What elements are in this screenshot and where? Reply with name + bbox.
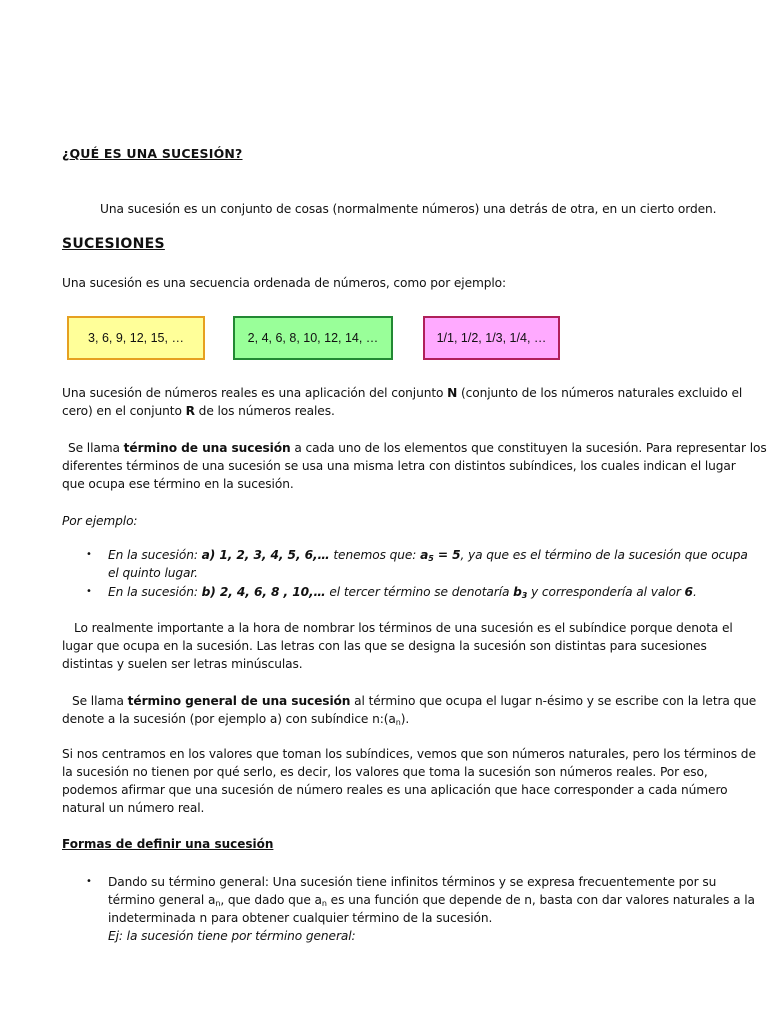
general-term-line2: denote a la sucesión (por ejemplo a) con subíndice $n:(a_n)$.	[62, 712, 410, 727]
importance-line2: lugar que ocupa en la sucesión. Las letras con las que se designa la sucesión son distintas para sucesiones	[62, 639, 707, 653]
por-ejemplo-label: Por ejemplo:	[62, 514, 138, 528]
importance-line3: distintas y suelen ser letras minúsculas.	[62, 657, 303, 671]
heading-sucesiones: SUCESIONES	[62, 236, 165, 252]
term-definition-line3: que ocupa ese término en la sucesión.	[62, 477, 294, 491]
example-bullet-a: En la sucesión: a) 1, 2, 3, 4, 5, 6,… tenemos que: $a_5 = 5$, ya que es el término de la sucesión que ocupa el quinto lugar.	[108, 548, 748, 580]
heading-que-es: ¿QUÉ ES UNA SUCESIÓN?	[62, 146, 243, 161]
bullet-dot: •	[86, 586, 92, 597]
formas-bullet-general-term: Dando su término general: Una sucesión tiene infinitos términos y se expresa frecuentemente por su término general $a_n$, que dado que $a_n$ es una función que depende de n, basta con dar valores naturales a la indeterminada n para obtener cualquier término de la sucesión. Ej: la sucesión tiene por término general:	[108, 875, 755, 943]
bullet-dot: •	[86, 876, 92, 887]
general-term-line1: Se llama término general de una sucesión al término que ocupa el lugar n-ésimo y se escribe con la letra que	[72, 694, 757, 708]
example-bullet-b: En la sucesión: b) 2, 4, 6, 8 , 10,… el tercer término se denotaría $b_3$ y correspondería al valor 6.	[108, 585, 697, 600]
term-definition-paragraph: Se llama término de una sucesión a cada uno de los elementos que constituyen la sucesión. Para representar los	[68, 441, 767, 455]
term-definition-line2: diferentes términos de una sucesión se usa una misma letra con distintos subíndices, los cuales indican el lugar	[62, 459, 736, 473]
example-box-multiples-of-3	[67, 316, 205, 360]
example-box-text: 1/1, 1/2, 1/3, 1/4, …	[436, 331, 547, 345]
heading-formas: Formas de definir una sucesión	[62, 837, 274, 851]
definition-paragraph: Una sucesión de números reales es una aplicación del conjunto N (conjunto de los números naturales excluido el cero) en el conjunto R de los números reales.	[62, 386, 743, 418]
bullet-dot: •	[86, 549, 92, 560]
example-box-fractions	[423, 316, 560, 360]
importance-line1: Lo realmente importante a la hora de nombrar los términos de una sucesión es el subíndice porque denota el	[74, 621, 733, 635]
sequence-intro: Una sucesión es una secuencia ordenada de números, como por ejemplo:	[62, 276, 507, 290]
intro-paragraph: Una sucesión es un conjunto de cosas (normalmente números) una detrás de otra, en un cierto orden.	[100, 202, 717, 216]
example-box-text: 2, 4, 6, 8, 10, 12, 14, …	[247, 331, 379, 345]
example-box-text: 3, 6, 9, 12, 15, …	[88, 331, 184, 345]
example-box-even-numbers	[233, 316, 393, 360]
subindex-paragraph: Si nos centramos en los valores que toman los subíndices, vemos que son números naturales, pero los términos de la sucesión no tienen por qué serlo, es decir, los valores que toma la sucesión son números reales. Por eso, podemos afirmar que una sucesión de número reales es una aplicación que hace corresponder a cada número natural un número real.	[62, 747, 756, 815]
